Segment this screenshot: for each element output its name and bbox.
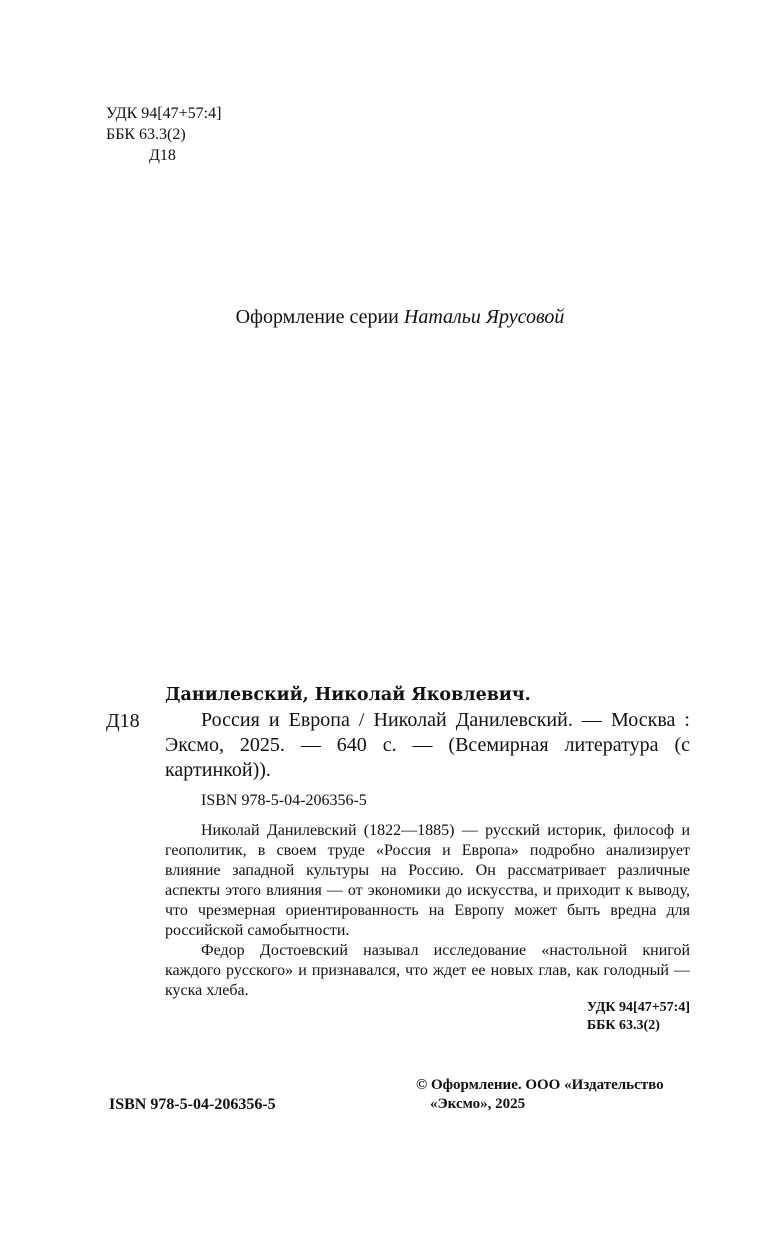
series-design-label: Оформление серии: [235, 306, 399, 328]
udk-code: УДК 94[47+57:4]: [106, 105, 222, 122]
annotation: [165, 821, 690, 1001]
annotation-paragraph: Николай Данилевский (1822—1885) — русский историк, философ и геополитик, в своем труде «Россия и Европа» подробно анализирует влияние западной культуры на Россию. Он рассматривает различные аспекты этого влияния — от экономики до искусства, и приходит к выводу, что чрезмерная ориентированность на Европу может быть вредна для российской самобытности.: [165, 822, 690, 939]
author-mark: Д18: [149, 147, 176, 164]
copyright-line-1: © Оформление. ООО «Издательство: [416, 1077, 664, 1093]
udk-code-record: УДК 94[47+57:4]: [586, 1000, 690, 1015]
classification-codes-top: [106, 103, 221, 166]
book-author-heading: Данилевский, Николай Яковлевич.: [165, 685, 531, 705]
annotation-paragraph: Федор Достоевский называл исследование «настольной книгой каждого русского» и признавался, что ждет ее новых глав, как голодный — куска хлеба.: [165, 942, 690, 999]
book-description: Россия и Европа / Николай Данилевский. — Москва : Эксмо, 2025. — 640 с. — (Всемирная литература (с картинкой)).: [165, 709, 690, 781]
bbk-code: ББК 63.3(2): [106, 126, 186, 143]
series-design-credit: [0, 304, 768, 330]
side-author-mark: Д18: [106, 710, 140, 732]
bbk-code-record: ББК 63.3(2): [586, 1018, 660, 1033]
isbn-footer: ISBN 978-5-04-206356-5: [109, 1096, 276, 1113]
isbn-record: ISBN 978-5-04-206356-5: [201, 792, 367, 809]
copyright-notice: [416, 1076, 696, 1114]
series-designer-name: Натальи Ярусовой: [403, 306, 565, 328]
copyright-line-2: «Эксмо», 2025: [430, 1096, 526, 1112]
classification-codes-record: [587, 999, 690, 1035]
